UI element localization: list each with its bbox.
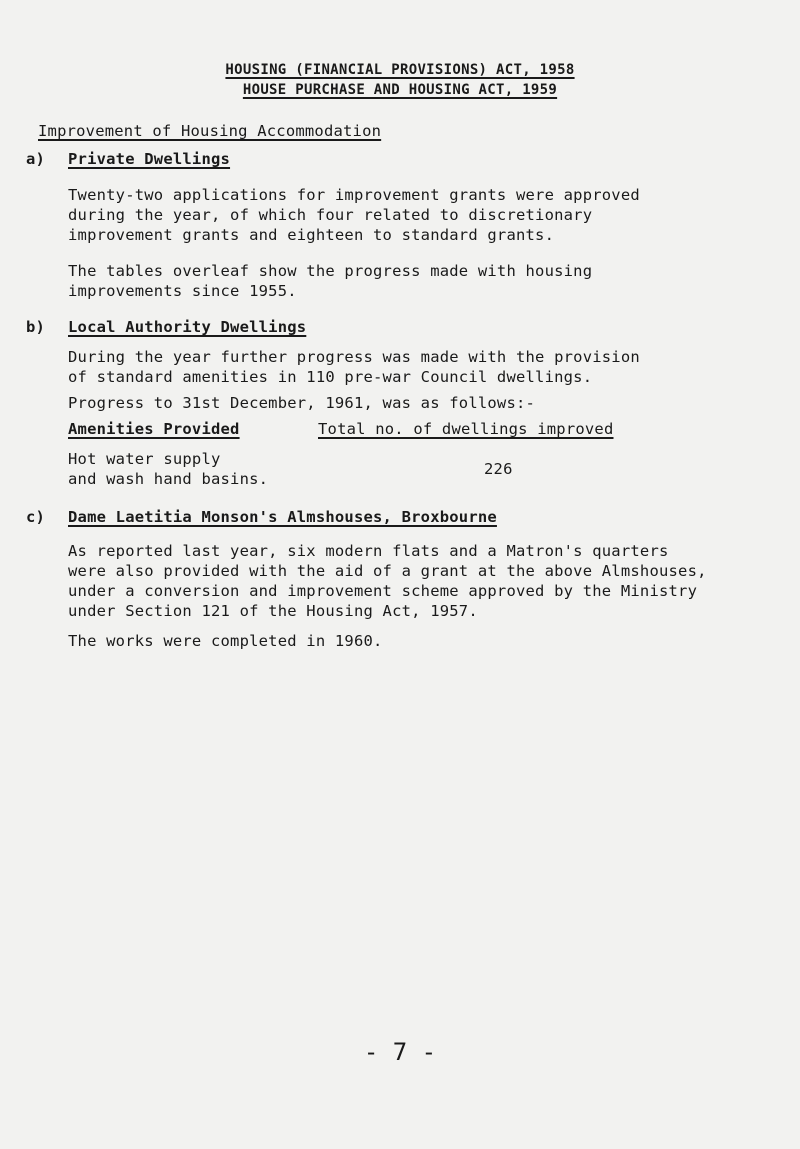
section-c-p1-line4: under Section 121 of the Housing Act, 1957. [68, 602, 478, 620]
section-a-p1-line1: Twenty-two applications for improvement grants were approved [68, 186, 640, 204]
section-a-p1-line3: improvement grants and eighteen to standard grants. [68, 226, 555, 244]
table-col-amenities-header: Amenities Provided [68, 420, 240, 438]
section-a-p1-line2: during the year, of which four related to discretionary [68, 206, 593, 224]
page-number: - 7 - [363, 1038, 437, 1066]
section-c-p1-line2: were also provided with the aid of a grant at the above Almshouses, [68, 562, 707, 580]
table-row-label-line1: Hot water supply [68, 450, 221, 468]
act-title-1: HOUSING (FINANCIAL PROVISIONS) ACT, 1958 [225, 62, 575, 78]
act-title-2: HOUSE PURCHASE AND HOUSING ACT, 1959 [242, 82, 558, 98]
section-a-p2-line2: improvements since 1955. [68, 282, 297, 300]
section-a-title: Private Dwellings [68, 150, 231, 168]
section-c-p1-line3: under a conversion and improvement scheme approved by the Ministry [68, 582, 698, 600]
section-b-p1-line1: During the year further progress was made with the provision [68, 348, 640, 366]
table-row-value: 226 [484, 460, 513, 478]
section-a-marker: a) [26, 150, 46, 168]
section-a-p2-line1: The tables overleaf show the progress made with housing [68, 262, 593, 280]
section-c-p1-line1: As reported last year, six modern flats and a Matron's quarters [68, 542, 669, 560]
section-b-title: Local Authority Dwellings [68, 318, 307, 336]
section-heading: Improvement of Housing Accommodation [38, 122, 382, 140]
section-c-title: Dame Laetitia Monson's Almshouses, Broxbourne [68, 508, 497, 526]
section-c-marker: c) [26, 508, 46, 526]
section-b-p1-line2: of standard amenities in 110 pre-war Council dwellings. [68, 368, 593, 386]
section-b-marker: b) [26, 318, 46, 336]
table-col-total-header: Total no. of dwellings improved [318, 420, 614, 438]
table-row-label-line2: and wash hand basins. [68, 470, 269, 488]
section-b-p1-line3: Progress to 31st December, 1961, was as follows:- [68, 394, 536, 412]
section-c-p2: The works were completed in 1960. [68, 632, 383, 650]
